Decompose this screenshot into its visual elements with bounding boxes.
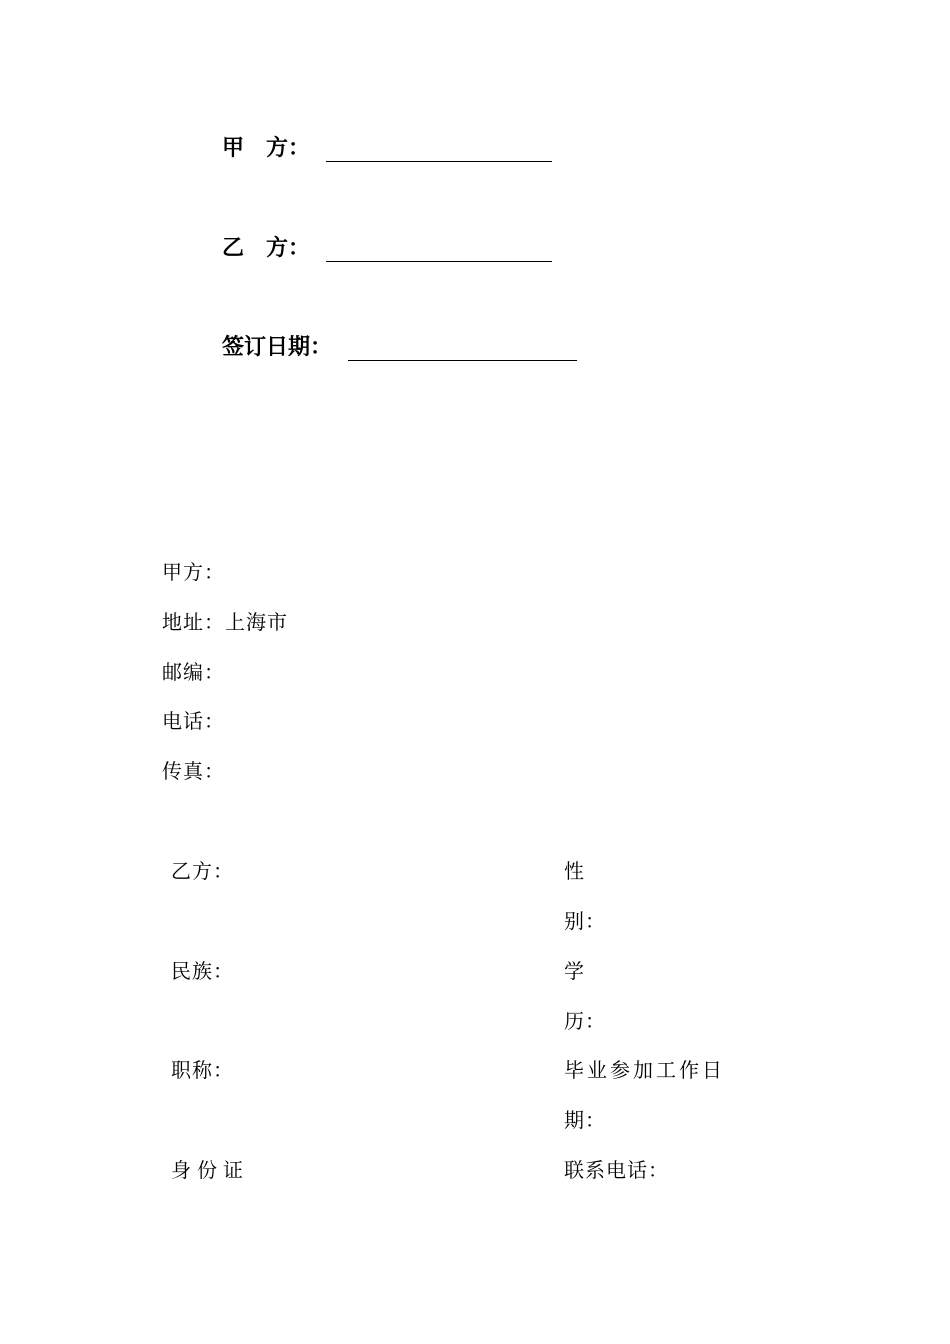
party-b-education-label-line2: 历： xyxy=(564,1009,606,1033)
party-b-work-date-label-line2: 期： xyxy=(564,1108,606,1132)
cover-sign-date-line[interactable] xyxy=(348,360,577,361)
cover-party-b-line[interactable] xyxy=(326,261,552,262)
cover-party-b-label: 乙 方： xyxy=(222,236,311,261)
party-b-ethnicity-label: 民族： xyxy=(171,959,234,983)
party-b-gender-label-line1: 性 xyxy=(564,859,585,883)
party-a-postcode-label: 邮编： xyxy=(162,660,225,684)
cover-party-a-label: 甲 方： xyxy=(222,136,311,161)
party-b-name-label: 乙方： xyxy=(171,859,234,883)
party-b-id-card-label: 身份证 xyxy=(171,1158,249,1182)
party-b-work-date-label-line1: 毕业参加工作日 xyxy=(564,1058,725,1082)
party-a-name-label: 甲方： xyxy=(162,560,225,584)
cover-party-a-line[interactable] xyxy=(326,161,552,162)
cover-sign-date-label: 签订日期： xyxy=(222,335,333,360)
party-b-title-label: 职称： xyxy=(171,1058,234,1082)
party-a-address-label: 地址：上海市 xyxy=(162,610,288,634)
party-a-phone-label: 电话： xyxy=(162,709,225,733)
party-b-gender-label-line2: 别： xyxy=(564,909,606,933)
party-b-education-label-line1: 学 xyxy=(564,959,585,983)
party-a-fax-label: 传真： xyxy=(162,759,225,783)
party-b-contact-phone-label: 联系电话： xyxy=(564,1158,669,1182)
